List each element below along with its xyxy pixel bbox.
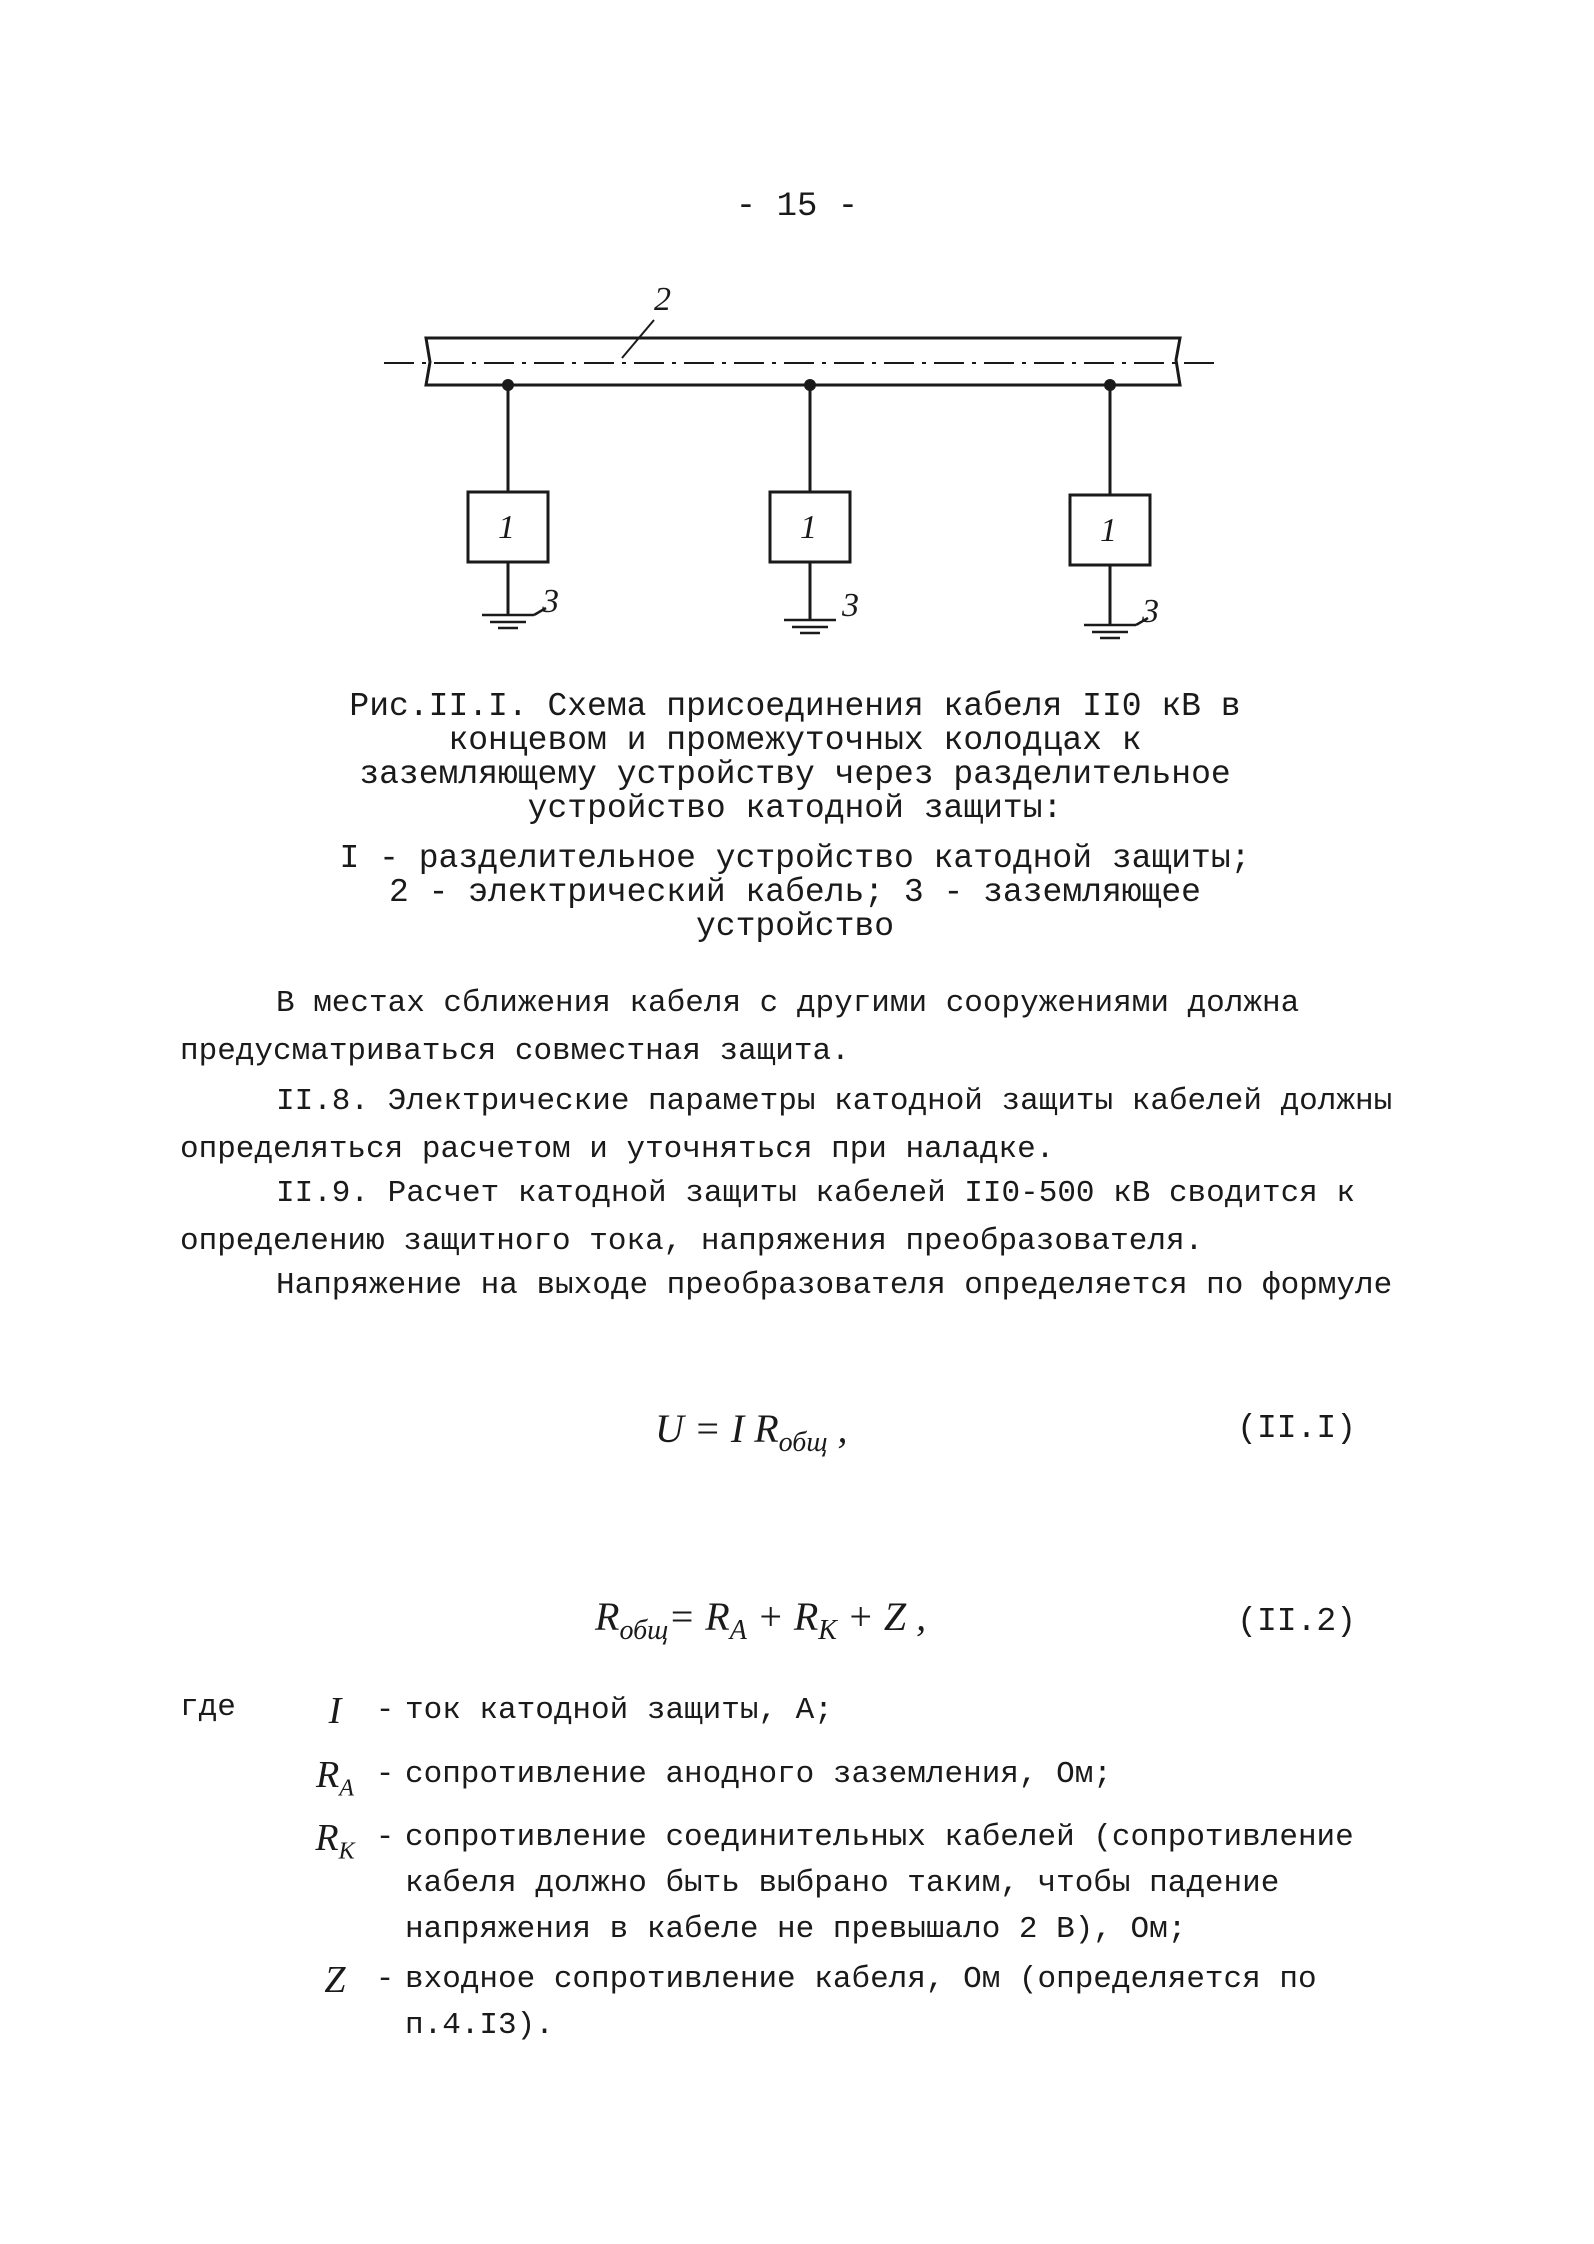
device-label: 1 — [498, 509, 515, 546]
definition-item: I - ток катодной защиты, А; — [305, 1688, 1425, 1748]
paragraph-joint-protection: В местах сближения кабеля с другими сооружениями должна предусматриваться совместная защита. — [180, 986, 1300, 1069]
formula-11-1: U = I $R_{общ}$ , — [655, 1406, 848, 1458]
caption-legend: I - разделительное устройство катодной защиты; 2 - электрический кабель; 3 - заземляющее устройство — [339, 840, 1251, 945]
figure-caption — [330, 690, 1260, 944]
definition-item: $R_К$ - сопротивление соединительных кабелей (сопротивление кабеля должно быть выбрано таким, чтобы падение напряжения в кабеле не превышало 2 В), Ом; — [305, 1815, 1425, 1953]
caption-title: Рис.II.I. Схема присоединения кабеля II0 кВ в концевом и промежуточных колодцах к заземляющему устройству через разделительное устройство катодной защиты: — [349, 688, 1241, 827]
definition-text: входное сопротивление кабеля, Ом (определяется по п.4.I3). — [405, 1962, 1317, 2044]
cable-body — [426, 338, 1180, 385]
connection-node — [502, 379, 514, 391]
definition-text: сопротивление соединительных кабелей (сопротивление кабеля должно быть выбрано таким, чтобы падение напряжения в кабеле не превышало 2 В), Ом; — [405, 1820, 1354, 1948]
definition-text: сопротивление анодного заземления, Ом; — [405, 1756, 1112, 1792]
ground-symbol — [482, 608, 546, 628]
device-label: 1 — [1100, 512, 1117, 549]
device-label: 1 — [800, 509, 817, 546]
symbol: Z — [324, 1959, 346, 2002]
ground-label: 3 — [842, 587, 859, 624]
paragraph-11-9: II.9. Расчет катодной защиты кабелей II0-500 кВ сводится к определению защитного тока, напряжения преобразователя. — [180, 1176, 1355, 1259]
ground-symbol — [1084, 618, 1148, 638]
symbol: $R_К$ — [315, 1817, 355, 1865]
connection-node — [1104, 379, 1116, 391]
where-label: где — [180, 1690, 236, 1725]
paragraph-11-8: II.8. Электрические параметры катодной защиты кабелей должны определяться расчетом и уточняться при наладке. — [180, 1084, 1393, 1167]
symbol: $R_А$ — [316, 1753, 354, 1802]
cable-grounding-diagram — [370, 270, 1230, 670]
symbol: I — [328, 1690, 342, 1732]
page-number: - 15 - — [735, 188, 859, 226]
equation-number-11-2: (II.2) — [1237, 1603, 1356, 1640]
ground-label: 3 — [1142, 593, 1159, 630]
definition-text: ток катодной защиты, А; — [405, 1693, 833, 1728]
definition-item: Z - входное сопротивление кабеля, Ом (определяется по п.4.I3). — [305, 1957, 1425, 2049]
formula-11-2: $R_{общ}= R_А + R_К + Z$ , — [595, 1594, 927, 1646]
definition-item: $R_А$ - сопротивление анодного заземления, Ом; — [305, 1752, 1425, 1812]
ground-symbol — [784, 620, 836, 633]
connection-node — [804, 379, 816, 391]
paragraph-formula-intro: Напряжение на выходе преобразователя определяется по формуле — [276, 1268, 1393, 1303]
definition-list — [305, 1688, 1425, 2053]
equation-number-11-1: (II.I) — [1237, 1410, 1356, 1447]
cable-label: 2 — [654, 281, 671, 318]
ground-label: 3 — [542, 583, 559, 620]
